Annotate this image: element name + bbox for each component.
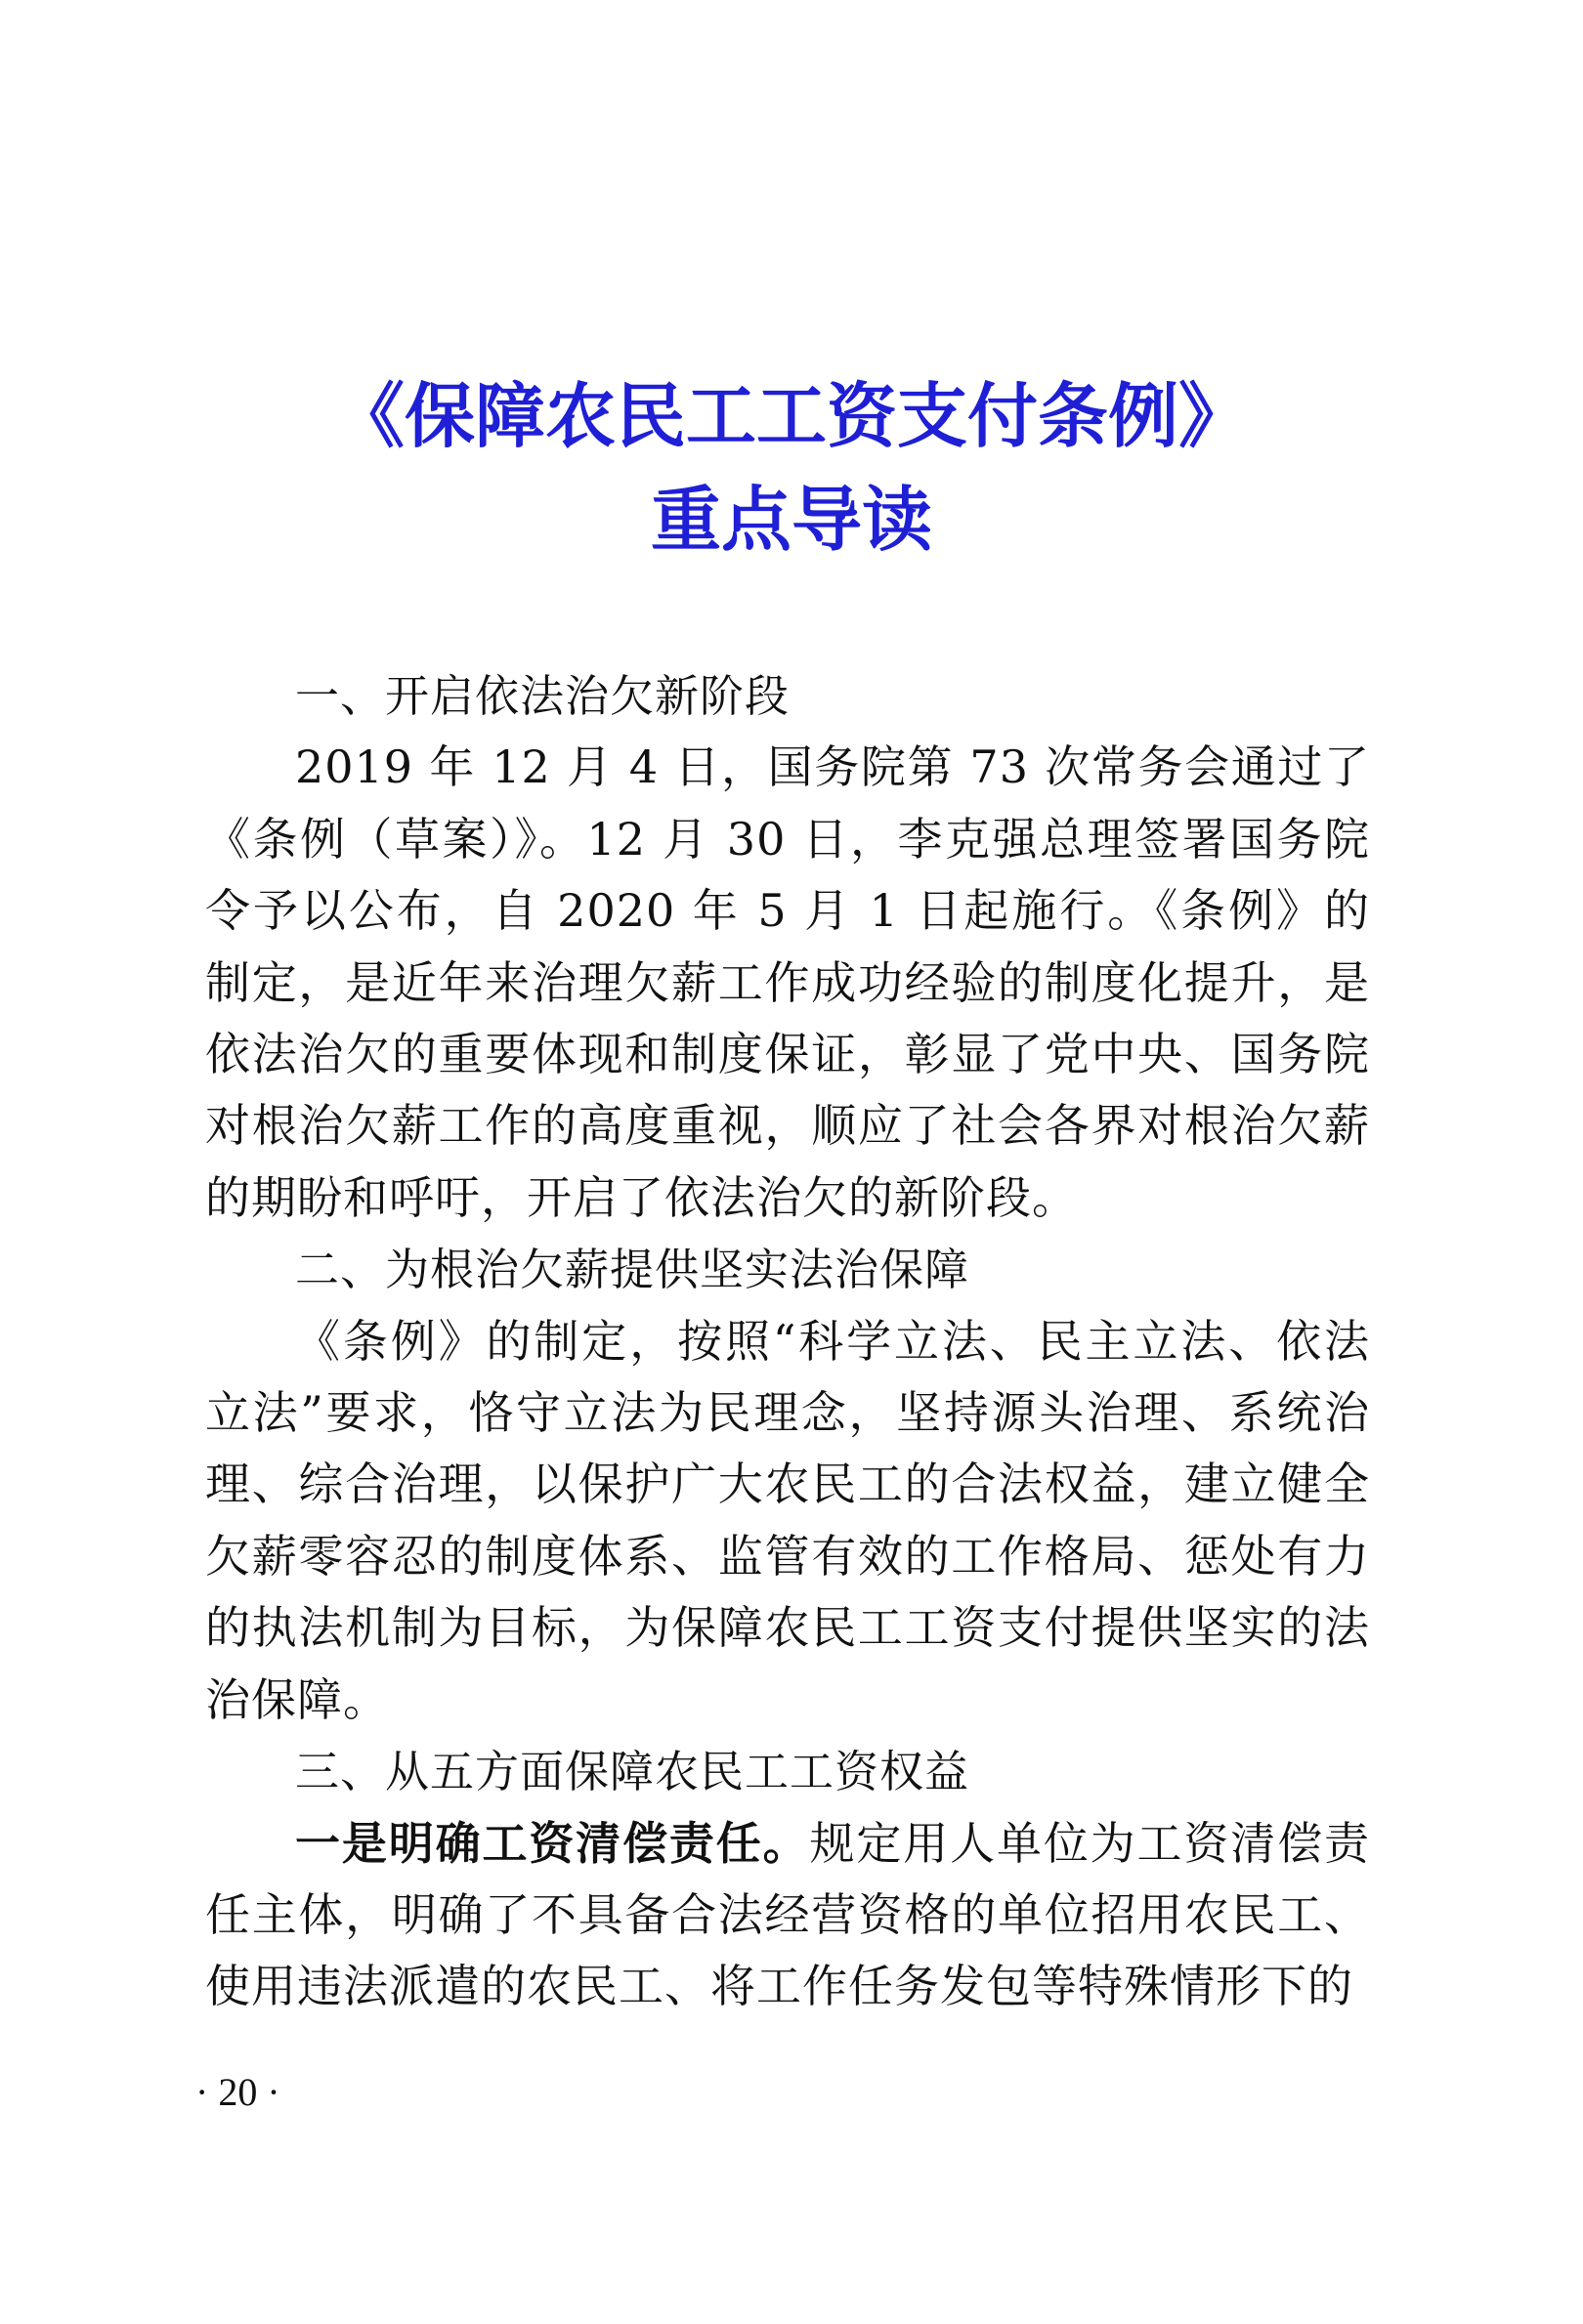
section-3-heading: 三、从五方面保障农民工工资权益 xyxy=(295,1746,970,1798)
section-2-paragraph: 《条例》的制定，按照“科学立法、民主立法、依法立法”要求，恪守立法为民理念，坚持源头治理、系统治理、综合治理，以保护广大农民工的合法权益，建立健全欠薪零容忍的制度体系、监管有效的工作格局、惩处有力的执法机制为目标，为保障农民工工资支付提供坚实的法治保障。 xyxy=(205,1314,1370,1726)
section-3-lead: 一是明确工资清偿责任。 xyxy=(295,1816,810,1870)
section-1-paragraph: 2019 年 12 月 4 日，国务院第 73 次常务会通过了《条例（草案）》。12 月 30 日，李克强总理签署国务院令予以公布，自 2020 年 5 月 1 日起施行。《条例》的制定，是近年来治理欠薪工作成功经验的制度化提升，是依法治欠的重要体现和制度保证，彰显了党中央、国务院对根治欠薪工作的高度重视，顺应了社会各界对根治欠薪的期盼和呼吁，开启了依法治欠的新阶段。 xyxy=(205,740,1370,1224)
page-number: · 20 · xyxy=(195,2070,280,2114)
document-title-line-1: 《保障农民工工资支付条例》 xyxy=(333,374,1249,457)
section-2-heading: 二、为根治欠薪提供坚实法治保障 xyxy=(295,1244,970,1296)
document-body xyxy=(205,660,1370,2023)
section-3-paragraph xyxy=(205,1808,1370,2023)
document-title-line-2: 重点导读 xyxy=(650,478,932,561)
section-3-text: 规定用人单位为工资清偿责任主体，明确了不具备合法经营资格的单位招用农民工、使用违法派遣的农民工、将工作任务发包等特殊情形下的 xyxy=(205,1816,1371,2013)
section-1-heading: 一、开启依法治欠新阶段 xyxy=(295,670,791,722)
